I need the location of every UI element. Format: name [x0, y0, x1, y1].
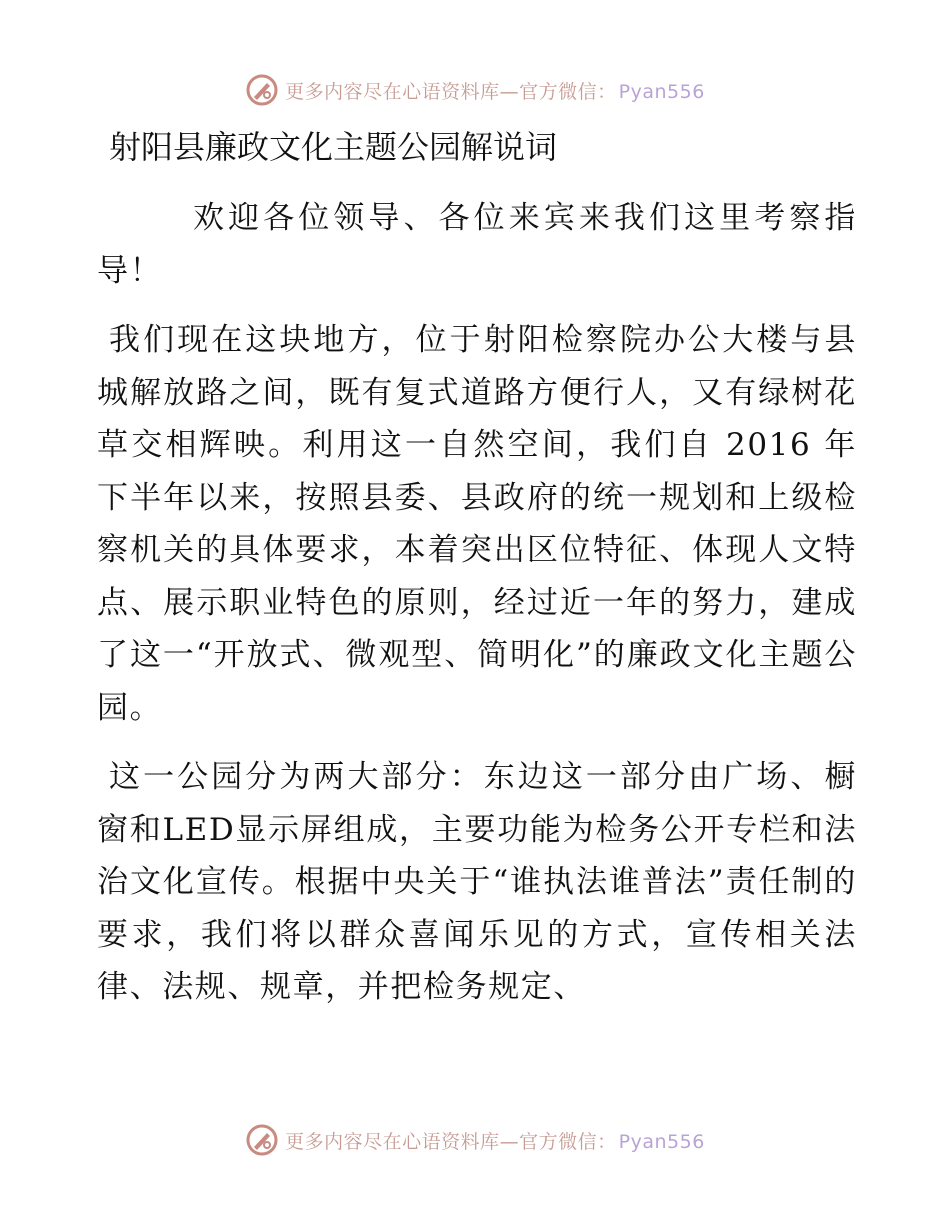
paragraph-location: 我们现在这块地方，位于射阳检察院办公大楼与县城解放路之间，既有复式道路方便行人，又有绿树花草交相辉映。利用这一自然空间，我们自 2016 年下半年以来，按照县委、县政府的统一规划和上级检察机关的具体要求，本着突出区位特征、体现人文特点、展示职业特色的原则，经过近一年的努力，建成了这一“开放式、微观型、简明化”的廉政文化主题公园。	[97, 322, 857, 726]
document-body	[97, 122, 857, 1031]
watermark-wechat-id: Pyan556	[618, 1130, 705, 1153]
paragraph-park-layout: 这一公园分为两大部分：东边这一部分由广场、橱窗和LED显示屏组成，主要功能为检务公开专栏和法治文化宣传。根据中央关于“谁执法谁普法”责任制的要求，我们将以群众喜闻乐见的方式，宣传相关法律、法规、规章，并把检务规定、	[97, 759, 857, 1005]
document-title: 射阳县廉政文化主题公园解说词	[109, 128, 558, 166]
watermark-text: 更多内容尽在心语资料库—官方微信： Pyan556	[285, 80, 705, 103]
pen-nib-seal-icon	[245, 1123, 279, 1157]
watermark-wechat-id: Pyan556	[618, 80, 705, 103]
watermark-text: 更多内容尽在心语资料库—官方微信： Pyan556	[285, 1130, 705, 1153]
pen-nib-seal-icon	[245, 73, 279, 107]
paragraph-greeting: 欢迎各位领导、各位来宾来我们这里考察指导！	[97, 200, 857, 289]
watermark-header	[0, 70, 950, 110]
watermark-footer	[0, 1120, 950, 1160]
